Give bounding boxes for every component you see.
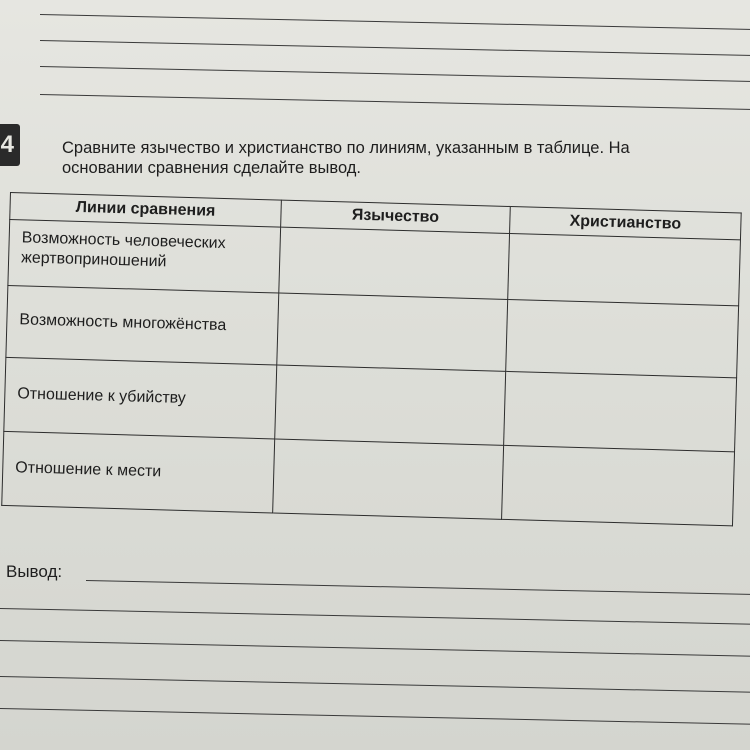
answer-line[interactable] bbox=[40, 66, 750, 82]
task-instruction-line2: основании сравнения сделайте вывод. bbox=[62, 159, 361, 177]
conclusion-line[interactable] bbox=[0, 640, 750, 657]
answer-cell-christianity[interactable] bbox=[504, 371, 737, 451]
answer-line[interactable] bbox=[40, 14, 750, 30]
conclusion-line[interactable] bbox=[0, 608, 750, 625]
conclusion-line[interactable] bbox=[0, 708, 750, 725]
row-label-revenge: Отношение к мести bbox=[2, 431, 275, 513]
conclusion-label: Вывод: bbox=[6, 562, 63, 581]
answer-line[interactable] bbox=[40, 40, 750, 56]
header-comparison-lines: Линии сравнения bbox=[10, 193, 282, 228]
task-instruction bbox=[62, 138, 750, 178]
conclusion-line[interactable] bbox=[86, 580, 750, 595]
conclusion-line[interactable] bbox=[0, 676, 750, 693]
comparison-table bbox=[1, 192, 741, 526]
answer-cell-paganism[interactable] bbox=[277, 293, 508, 371]
task-number-badge: 4 bbox=[0, 124, 20, 166]
answer-cell-christianity[interactable] bbox=[506, 299, 739, 377]
answer-cell-paganism[interactable] bbox=[275, 365, 506, 445]
row-label-polygamy: Возможность многожёнства bbox=[6, 285, 279, 365]
header-paganism: Язычество bbox=[281, 200, 511, 233]
task-instruction-line1: Сравните язычество и христианство по линиям, указанным в таблице. На bbox=[62, 139, 630, 157]
row-label-murder: Отношение к убийству bbox=[4, 357, 277, 439]
answer-cell-paganism[interactable] bbox=[279, 227, 510, 299]
row-label-sacrifice: Возможность человеческих жертвоприношений bbox=[8, 220, 281, 294]
answer-cell-christianity[interactable] bbox=[502, 445, 735, 525]
answer-line[interactable] bbox=[40, 94, 750, 110]
header-christianity: Христианство bbox=[510, 206, 742, 239]
answer-cell-christianity[interactable] bbox=[508, 233, 741, 305]
answer-cell-paganism[interactable] bbox=[273, 439, 504, 519]
